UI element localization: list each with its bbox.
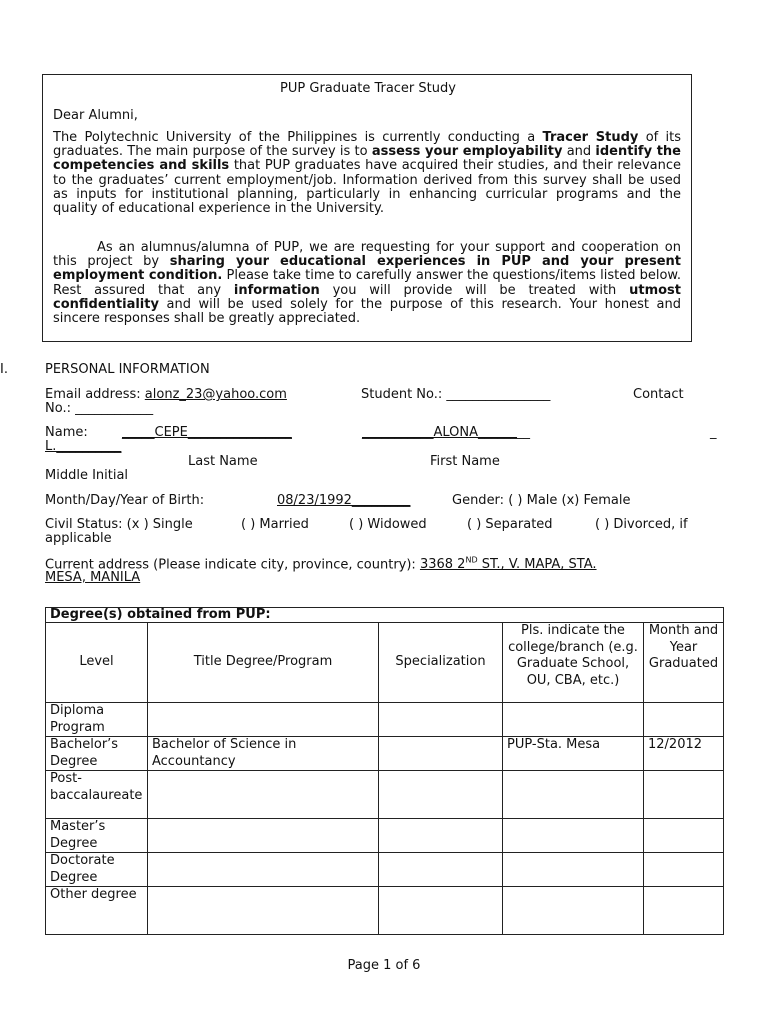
form-title: PUP Graduate Tracer Study [280,81,456,96]
civil-status-separated[interactable]: ( ) Separated [467,517,553,532]
row-specialization[interactable] [379,703,503,737]
intro-paragraph-1: The Polytechnic University of the Philippines is currently conducting a Tracer Study of its graduates. The main purpose of the survey is to assess your employability and identify the competencies and skills that PUP graduates have acquired their studies, and their relevance to the graduates’ current employment/job. Information derived from this survey shall be used as inputs for institutional planning, particularly in enhancing curricular programs and the quality of educational experience in the University. [53,130,682,217]
row-title[interactable] [148,771,379,819]
middle-initial-dash: _ [710,425,717,440]
contact-label: Contact [633,387,684,402]
table-row [46,819,724,853]
row-title[interactable]: Bachelor of Science in Accountancy [148,737,379,771]
contact-no-field[interactable]: No.: ____________ [45,401,154,416]
dob-field[interactable]: 08/23/1992_________ [277,493,411,508]
gender-options[interactable]: Gender: ( ) Male (x) Female [452,493,631,508]
row-college[interactable] [503,771,644,819]
row-specialization[interactable] [379,853,503,887]
row-college[interactable] [503,819,644,853]
degree-table-caption: Degree(s) obtained from PUP: [46,608,724,623]
address-row: Current address (Please indicate city, province, country): 3368 2ND ST., V. MAPA, STA. [45,556,597,573]
row-level: Bachelor’s Degree [46,737,148,771]
last-name-field[interactable]: _____CEPE________________ [122,425,292,440]
address-value-line-2[interactable]: MESA, MANILA [45,570,141,585]
first-name-caption: First Name [430,454,500,469]
row-level: Doctorate Degree [46,853,148,887]
row-title[interactable] [148,703,379,737]
row-title[interactable] [148,853,379,887]
row-college[interactable] [503,887,644,935]
section-title: PERSONAL INFORMATION [45,362,210,377]
dob-label: Month/Day/Year of Birth: [45,493,205,508]
header-month-year: Month and Year Graduated [644,623,724,703]
email-row: Email address: alonz_23@yahoo.com [45,387,287,402]
civil-status-married[interactable]: ( ) Married [241,517,309,532]
intro-paragraph-2: As an alumnus/alumna of PUP, we are requesting for your support and cooperation on this project by sharing your educational experiences in PUP and your present employment condition. Please take time to carefully answer the questions/items listed below. Rest assured that any information you will provide will be treated with utmost confidentiality and will be used solely for the purpose of this research. Your honest and sincere responses shall be greatly appreciated. [53,240,681,327]
row-month-year[interactable]: 12/2012 [644,737,724,771]
row-level: Master’s Degree [46,819,148,853]
row-level: Post-baccalaureate [46,771,148,819]
header-title-degree: Title Degree/Program [148,623,379,703]
table-row [46,771,724,819]
email-value[interactable]: alonz_23@yahoo.com [144,387,287,402]
table-row [46,703,724,737]
row-specialization[interactable] [379,771,503,819]
row-specialization[interactable] [379,887,503,935]
name-label: Name: [45,425,88,440]
row-college[interactable]: PUP-Sta. Mesa [503,737,644,771]
first-name-field[interactable]: ___________ALONA________ [362,425,531,440]
row-college[interactable] [503,853,644,887]
row-specialization[interactable] [379,819,503,853]
degree-table [45,607,724,935]
row-college[interactable] [503,703,644,737]
page-number: Page 1 of 6 [347,958,421,973]
header-specialization: Specialization [379,623,503,703]
civil-status-widowed[interactable]: ( ) Widowed [349,517,427,532]
civil-status-single[interactable]: Civil Status: (x ) Single [45,517,193,532]
row-level: Other degree [46,887,148,935]
student-no-field[interactable]: Student No.: ________________ [361,387,551,402]
header-level: Level [46,623,148,703]
row-level: Diploma Program [46,703,148,737]
table-row [46,887,724,935]
row-month-year[interactable] [644,887,724,935]
row-month-year[interactable] [644,771,724,819]
row-title[interactable] [148,819,379,853]
middle-initial-field[interactable]: L.__________ [45,439,122,454]
row-title[interactable] [148,887,379,935]
table-row [46,853,724,887]
row-specialization[interactable] [379,737,503,771]
middle-initial-caption: Middle Initial [45,468,129,483]
address-value[interactable]: 3368 2ND ST., V. MAPA, STA. [419,556,597,573]
civil-status-applicable: applicable [45,531,112,546]
header-college: Pls. indicate the college/branch (e.g. Graduate School, OU, CBA, etc.) [503,623,644,703]
greeting: Dear Alumni, [53,108,138,123]
last-name-caption: Last Name [188,454,258,469]
civil-status-divorced[interactable]: ( ) Divorced, if [595,517,688,532]
section-number: I. [0,362,8,377]
intro-box [42,74,692,342]
table-row [46,737,724,771]
row-month-year[interactable] [644,853,724,887]
row-month-year[interactable] [644,703,724,737]
row-month-year[interactable] [644,819,724,853]
